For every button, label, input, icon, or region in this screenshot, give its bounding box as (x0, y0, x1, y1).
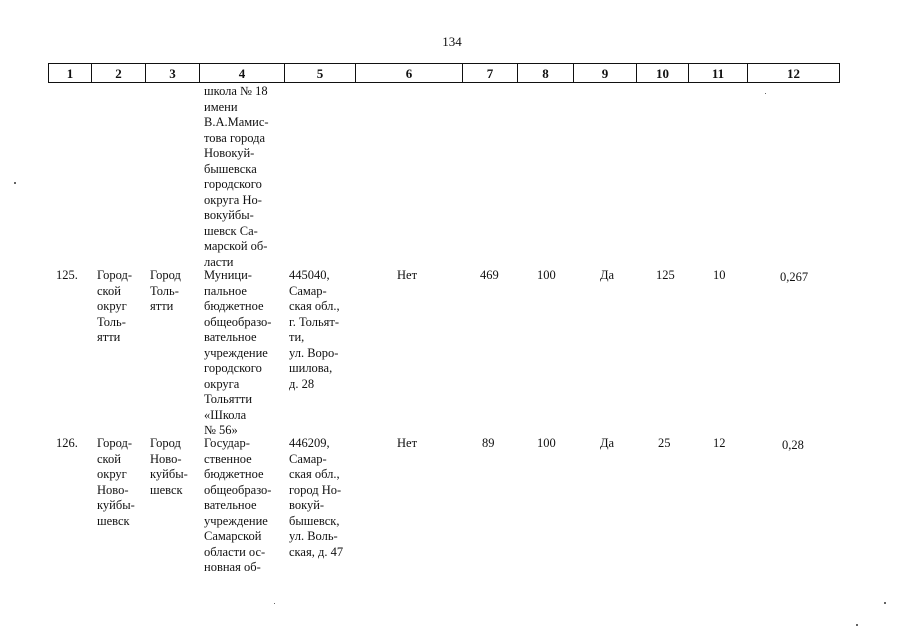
continuation-cell-4: школа № 18 имени В.А.Мамис- това города Новокуй- бышевска городского округа Но- вокуйбы- шевск Са- марской об- ласти (204, 84, 269, 269)
row-125-col11: 10 (713, 268, 726, 282)
row-126-city: Город Ново- куйбы- шевск (150, 436, 188, 497)
row-126-number: 126. (56, 436, 78, 450)
row-126-col9: Да (600, 436, 615, 450)
row-126-col12: 0,28 (782, 438, 804, 452)
row-126-col11: 12 (713, 436, 726, 450)
column-header-6: 6 (356, 64, 463, 82)
row-125-district: Город- ской округ Толь- ятти (97, 268, 133, 344)
column-header-4: 4 (200, 64, 285, 82)
column-header-11: 11 (689, 64, 748, 82)
row-125-col9: Да (600, 268, 615, 282)
scan-speck (884, 602, 886, 604)
row-126-address: 446209, Самар- ская обл., город Но- вокуй- бышевск, ул. Воль- ская, д. 47 (289, 436, 344, 559)
row-125-institution: Муници- пальное бюджетное общеобразо- вательное учреждение городского округа Тольятти «Школа № 56» (204, 268, 272, 437)
row-125-col10: 125 (656, 268, 675, 282)
row-126-col7: 89 (482, 436, 495, 450)
scan-speck (274, 603, 275, 604)
row-125-address: 445040, Самар- ская обл., г. Тольят- ти, ул. Воро- шилова, д. 28 (289, 268, 340, 391)
column-header-8: 8 (518, 64, 574, 82)
row-125-col8: 100 (537, 268, 556, 282)
column-header-9: 9 (574, 64, 637, 82)
column-header-1: 1 (49, 64, 92, 82)
row-125-col12: 0,267 (780, 270, 809, 284)
column-header-10: 10 (637, 64, 689, 82)
page-number: 134 (442, 34, 462, 49)
row-126-col10: 25 (658, 436, 671, 450)
column-header-5: 5 (285, 64, 356, 82)
row-126-col8: 100 (537, 436, 556, 450)
row-126-col6: Нет (397, 436, 418, 450)
scan-speck (765, 93, 766, 94)
scan-speck (14, 182, 16, 184)
scan-speck (856, 624, 858, 626)
row-125-col7: 469 (480, 268, 499, 282)
row-125-col6: Нет (397, 268, 418, 282)
column-header-7: 7 (463, 64, 518, 82)
row-126-district: Город- ской округ Ново- куйбы- шевск (97, 436, 135, 528)
row-125-city: Город Толь- ятти (150, 268, 181, 313)
column-header-3: 3 (146, 64, 200, 82)
column-header-2: 2 (92, 64, 146, 82)
row-126-institution: Государ- ственное бюджетное общеобразо- вательное учреждение Самарской области ос- новная об- (204, 436, 272, 574)
row-125-number: 125. (56, 268, 78, 282)
table-header-row (48, 63, 840, 83)
column-header-12: 12 (787, 66, 800, 81)
